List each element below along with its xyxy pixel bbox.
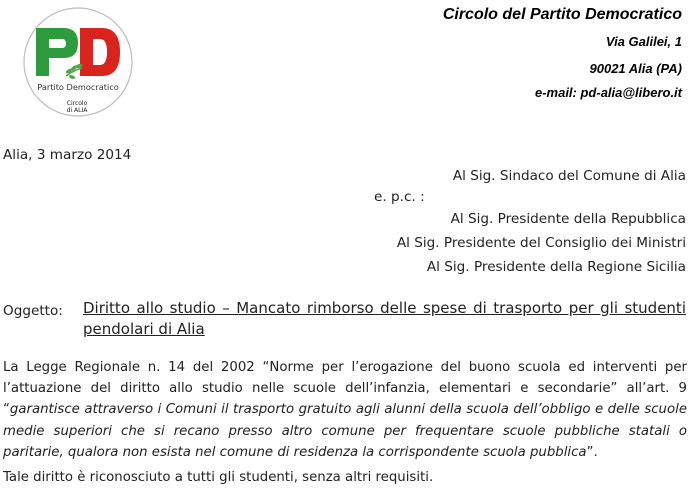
subject-label: Oggetto: xyxy=(3,303,63,319)
logo-caption xyxy=(52,100,102,114)
logo-wordmark: Partito Democratico xyxy=(37,82,119,92)
body-quote-end: ”. xyxy=(586,444,598,460)
org-email: e-mail: pd-alia@libero.it xyxy=(534,85,682,100)
logo-caption-line1: Circolo xyxy=(66,100,88,107)
recipient-cc: Al Sig. Presidente della Repubblica xyxy=(450,211,686,227)
body-intro: La Legge Regionale n. 14 del 2002 “Norme per l’erogazione del buono scuola ed interventi per l’attuazione del diritto allo studio nelle scuole dell’infanzia, elementari e secondarie” all’art. 9 “ xyxy=(3,360,687,418)
body-quote: garantisce attraverso i Comuni il trasporto gratuito agli alunni della scuola dell’obbligo e delle scuole medie superiori che si recano presso altro comune per frequentare scuole pubbliche statali o paritarie, qualora non esista nel comune di residenza la corrispondente scuola pubblica xyxy=(3,402,687,460)
org-name: Circolo del Partito Democratico xyxy=(442,6,682,23)
org-city: 90021 Alia (PA) xyxy=(589,61,682,76)
recipient-cc: Al Sig. Presidente della Regione Sicilia xyxy=(426,259,686,275)
subject-text: Diritto allo studio – Mancato rimborso delle spese di trasporto per gli studenti pendolari di Alia xyxy=(83,299,686,338)
body-paragraph xyxy=(3,357,687,463)
body-closing: Tale diritto è riconosciuto a tutti gli studenti, senza altri requisiti. xyxy=(3,470,434,485)
org-address: Via Galilei, 1 xyxy=(605,34,682,49)
logo-caption-line2: di ALIA xyxy=(66,107,88,114)
cc-label: e. p.c. : xyxy=(374,189,425,205)
recipient-main: Al Sig. Sindaco del Comune di Alia xyxy=(452,168,686,184)
letter-date: Alia, 3 marzo 2014 xyxy=(3,147,132,163)
recipient-cc: Al Sig. Presidente del Consiglio dei Ministri xyxy=(396,235,686,251)
